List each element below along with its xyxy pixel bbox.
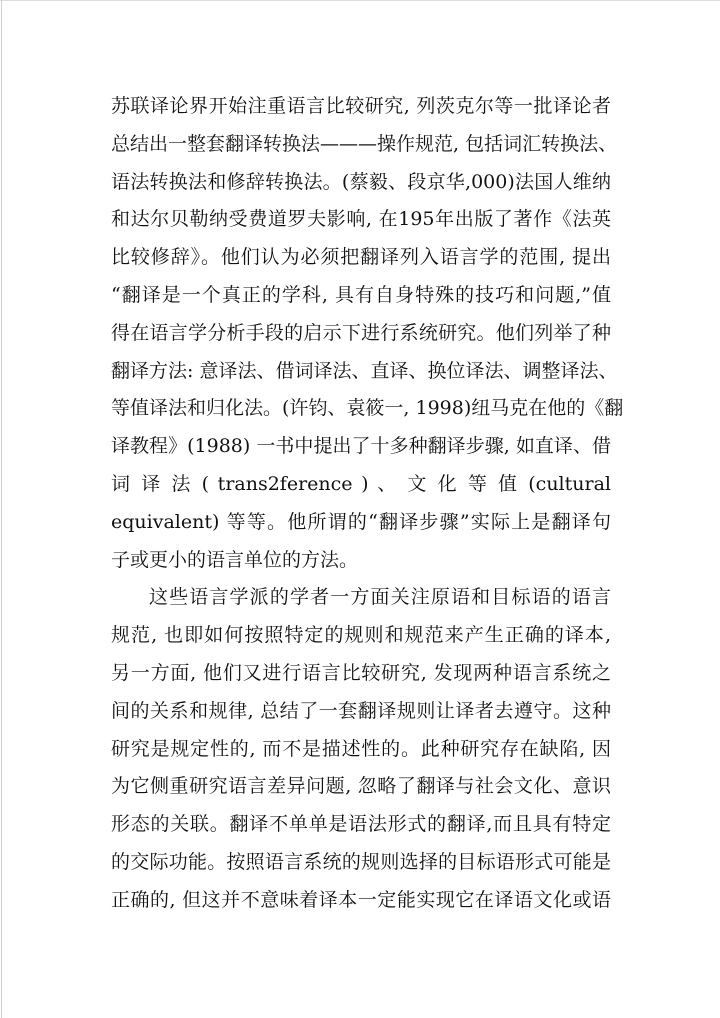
page-top-edge <box>0 0 720 1</box>
text-line: 总结出一整套翻译转换法———操作规范, 包括词汇转换法、 <box>111 132 618 155</box>
text-line: 为它侧重研究语言差异问题, 忽略了翻译与社会文化、意识 <box>111 775 611 798</box>
text-line: 等值译法和归化法。(许钧、袁筱一, 1998)纽马克在他的《翻 <box>111 397 624 420</box>
text-line: 的交际功能。按照语言系统的规则选择的目标语形式可能是 <box>111 850 611 873</box>
text-line: 研究是规定性的, 而不是描述性的。此种研究存在缺陷, 因 <box>111 737 611 760</box>
text-line: 翻译方法: 意译法、借词译法、直译、换位译法、调整译法、 <box>111 359 618 382</box>
page-left-edge <box>1 0 2 1018</box>
text-line: 苏联译论界开始注重语言比较研究, 列茨克尔等一批译论者 <box>111 95 611 117</box>
text-line: 形态的关联。翻译不单单是语法形式的翻译,而且具有特定 <box>111 813 611 836</box>
text-line: 间的关系和规律, 总结了一套翻译规则让译者去遵守。这种 <box>111 699 611 722</box>
text-line: 和达尔贝勒纳受费道罗夫影响, 在195年出版了著作《法英 <box>111 208 611 231</box>
paragraph-2 <box>111 579 611 919</box>
text-line: 这些语言学派的学者一方面关注原语和目标语的语言 <box>149 586 611 609</box>
text-line: 得在语言学分析手段的启示下进行系统研究。他们列举了种 <box>111 321 611 344</box>
text-line: 正确的, 但这并不意味着译本一定能实现它在译语文化或语 <box>111 888 611 911</box>
text-line: 比较修辞》。他们认为必须把翻译列入语言学的范围, 提出 <box>111 246 611 269</box>
paragraph-1 <box>111 88 624 579</box>
text-line: 子或更小的语言单位的方法。 <box>111 548 359 571</box>
text-line: 语法转换法和修辞转换法。(蔡毅、段京华,000)法国人维纳 <box>111 170 611 193</box>
text-line: 译教程》(1988) 一书中提出了十多种翻译步骤, 如直译、借 <box>111 435 611 458</box>
text-line: 另一方面, 他们又进行语言比较研究, 发现两种语言系统之 <box>111 661 611 684</box>
text-line: equivalent) 等等。他所谓的“翻译步骤”实际上是翻译句 <box>111 510 611 533</box>
text-line: 规范, 也即如何按照特定的规则和规范来产生正确的译本, <box>111 624 611 647</box>
text-line: “翻译是一个真正的学科, 具有自身特殊的技巧和问题,”值 <box>111 283 611 306</box>
text-line: 词 译 法 ( trans2ference ) 、 文 化 等 值 (cultural <box>111 472 611 495</box>
body-text <box>111 88 624 920</box>
